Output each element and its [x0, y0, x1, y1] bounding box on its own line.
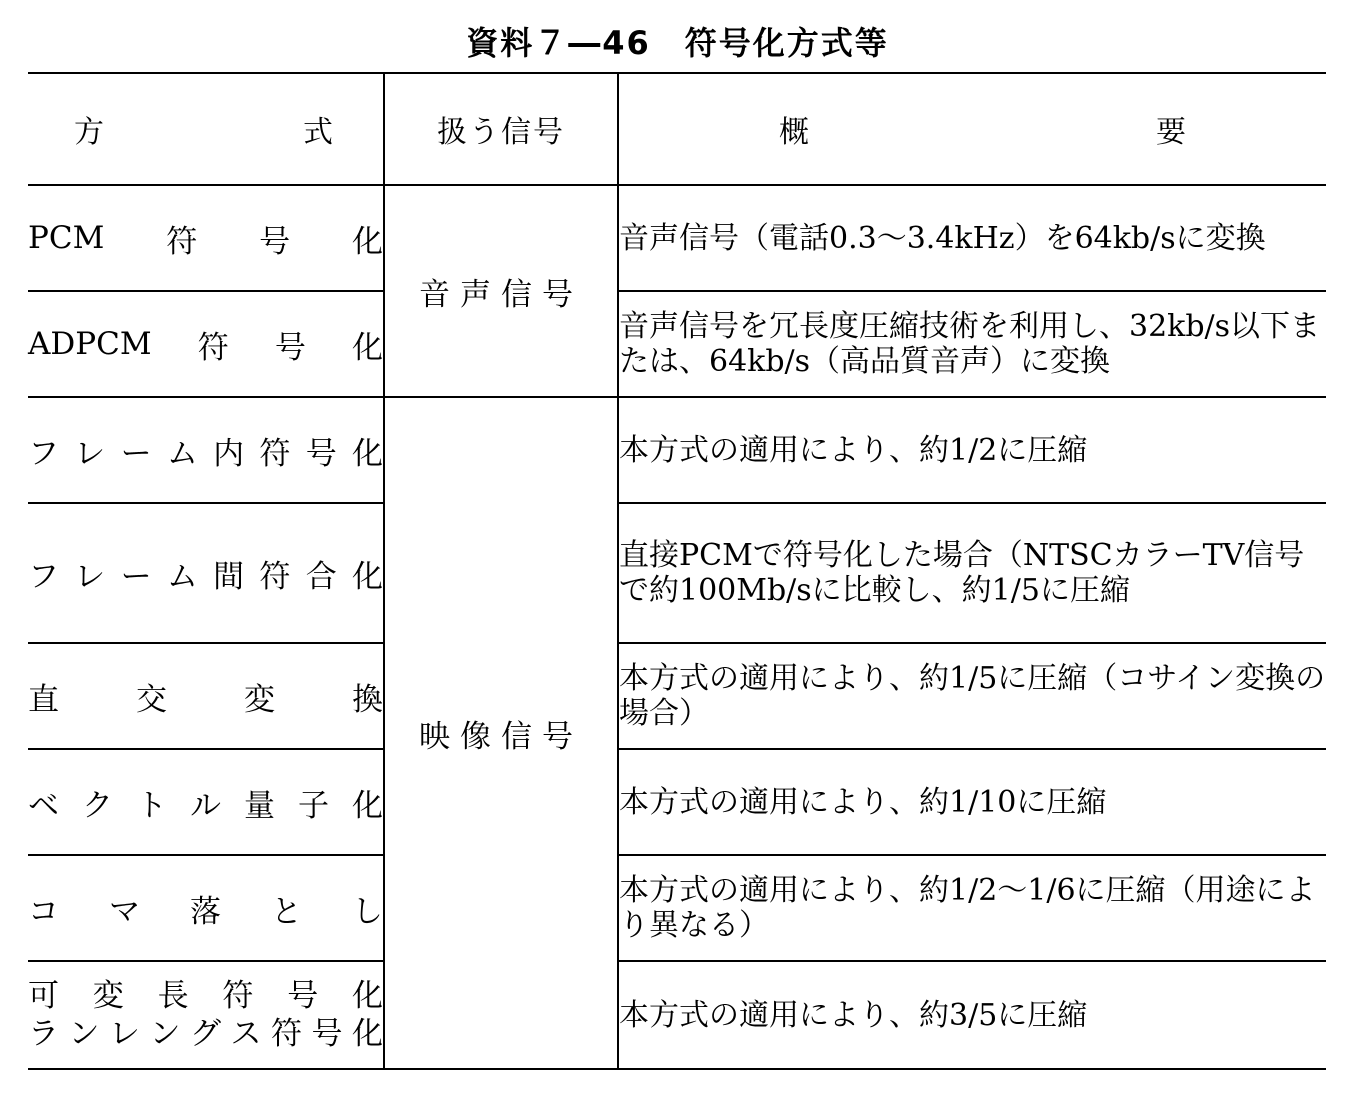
table-row [28, 749, 1326, 855]
table-row [28, 855, 1326, 961]
method-char: 化 [351, 329, 383, 366]
summary-cell: 音声信号（電話0.3～3.4kHz）を64kb/sに変換 [618, 185, 1326, 291]
method-char: 量 [244, 787, 275, 824]
table-row [28, 503, 1326, 643]
header-method [28, 73, 384, 185]
summary-cell: 本方式の適用により、約1/5に圧縮（コサイン変換の場合） [618, 643, 1326, 749]
method-cell [28, 643, 384, 749]
method-char: コ [28, 893, 59, 930]
method-char: 内 [213, 435, 245, 472]
method-char: 化 [351, 435, 383, 472]
method-char: 符 [259, 435, 291, 472]
method-char: フ [28, 558, 59, 595]
method-cell [28, 503, 384, 643]
method-cell [28, 961, 384, 1069]
method-char: 合 [305, 558, 337, 595]
header-summary-part: 概 [779, 115, 809, 150]
method-char: ク [82, 787, 113, 824]
method-char: 長 [157, 978, 189, 1014]
method-cell [28, 185, 384, 291]
method-char: 号 [259, 223, 291, 260]
method-word: ADPCM [28, 326, 152, 362]
summary-cell: 音声信号を冗長度圧縮技術を利用し、32kb/s以下または、64kb/s（高品質音声）に変換 [618, 291, 1326, 397]
method-char: 子 [298, 787, 329, 824]
method-char: 化 [352, 1016, 383, 1052]
method-char: レ [109, 1016, 140, 1052]
method-char: 号 [287, 978, 319, 1014]
method-char: 間 [213, 558, 245, 595]
method-char: ス [230, 1016, 262, 1052]
header-method-part: 式 [303, 115, 333, 150]
method-char: ベ [28, 787, 59, 824]
method-char: 化 [351, 558, 383, 595]
summary-cell: 本方式の適用により、約1/10に圧縮 [618, 749, 1326, 855]
method-char: ル [190, 787, 221, 824]
header-row [28, 73, 1326, 185]
method-word: PCM [28, 220, 105, 256]
summary-cell: 本方式の適用により、約3/5に圧縮 [618, 961, 1326, 1069]
header-summary-part: 要 [1156, 115, 1186, 150]
signal-cell-video: 映像信号 [384, 397, 618, 1069]
method-char: 化 [352, 223, 383, 260]
method-cell [28, 749, 384, 855]
method-char: 直 [28, 681, 59, 718]
encoding-methods-table [28, 72, 1326, 1070]
header-summary [618, 73, 1326, 185]
method-char: 落 [190, 893, 221, 930]
method-char: 変 [244, 681, 275, 718]
method-char: ム [166, 558, 198, 595]
method-char: ー [120, 558, 152, 595]
method-char: し [352, 893, 383, 930]
method-char: 号 [274, 329, 306, 366]
header-method-part: 方 [74, 115, 104, 150]
method-char: ラ [28, 1016, 59, 1052]
method-char: グ [190, 1016, 221, 1052]
table-row [28, 291, 1326, 397]
table-row [28, 643, 1326, 749]
method-char: フ [28, 435, 59, 472]
method-char: ン [68, 1016, 100, 1052]
header-signal [384, 73, 618, 185]
method-char: 符 [271, 1016, 302, 1052]
signal-cell-audio: 音声信号 [384, 185, 618, 397]
method-cell [28, 291, 384, 397]
method-char: 符 [197, 329, 229, 366]
method-char: 変 [92, 978, 124, 1014]
document-title: 資料７―46 符号化方式等 [466, 24, 889, 62]
method-char: 符 [166, 223, 198, 260]
table-row [28, 397, 1326, 503]
method-char: レ [74, 435, 106, 472]
method-char: ン [149, 1016, 181, 1052]
method-char: 可 [28, 978, 59, 1014]
table-row [28, 961, 1326, 1069]
method-char: ー [120, 435, 152, 472]
method-char: マ [109, 893, 140, 930]
method-char: ム [166, 435, 198, 472]
method-char: 交 [136, 681, 167, 718]
method-char: 符 [222, 978, 254, 1014]
method-char: 符 [259, 558, 291, 595]
method-cell [28, 855, 384, 961]
method-char: 化 [351, 978, 383, 1014]
table-row [28, 185, 1326, 291]
method-cell [28, 397, 384, 503]
method-char: レ [74, 558, 106, 595]
header-signal-label: 扱う信号 [437, 115, 565, 150]
method-char: 化 [352, 787, 383, 824]
summary-cell: 直接PCMで符号化した場合（NTSCカラーTV信号で約100Mb/sに比較し、約1/5に圧縮 [618, 503, 1326, 643]
method-char: 号 [305, 435, 337, 472]
summary-cell: 本方式の適用により、約1/2に圧縮 [618, 397, 1326, 503]
method-char: と [271, 893, 302, 930]
method-char: 換 [352, 681, 383, 718]
method-char: 号 [311, 1016, 343, 1052]
method-char: ト [136, 787, 167, 824]
summary-cell: 本方式の適用により、約1/2～1/6に圧縮（用途により異なる） [618, 855, 1326, 961]
